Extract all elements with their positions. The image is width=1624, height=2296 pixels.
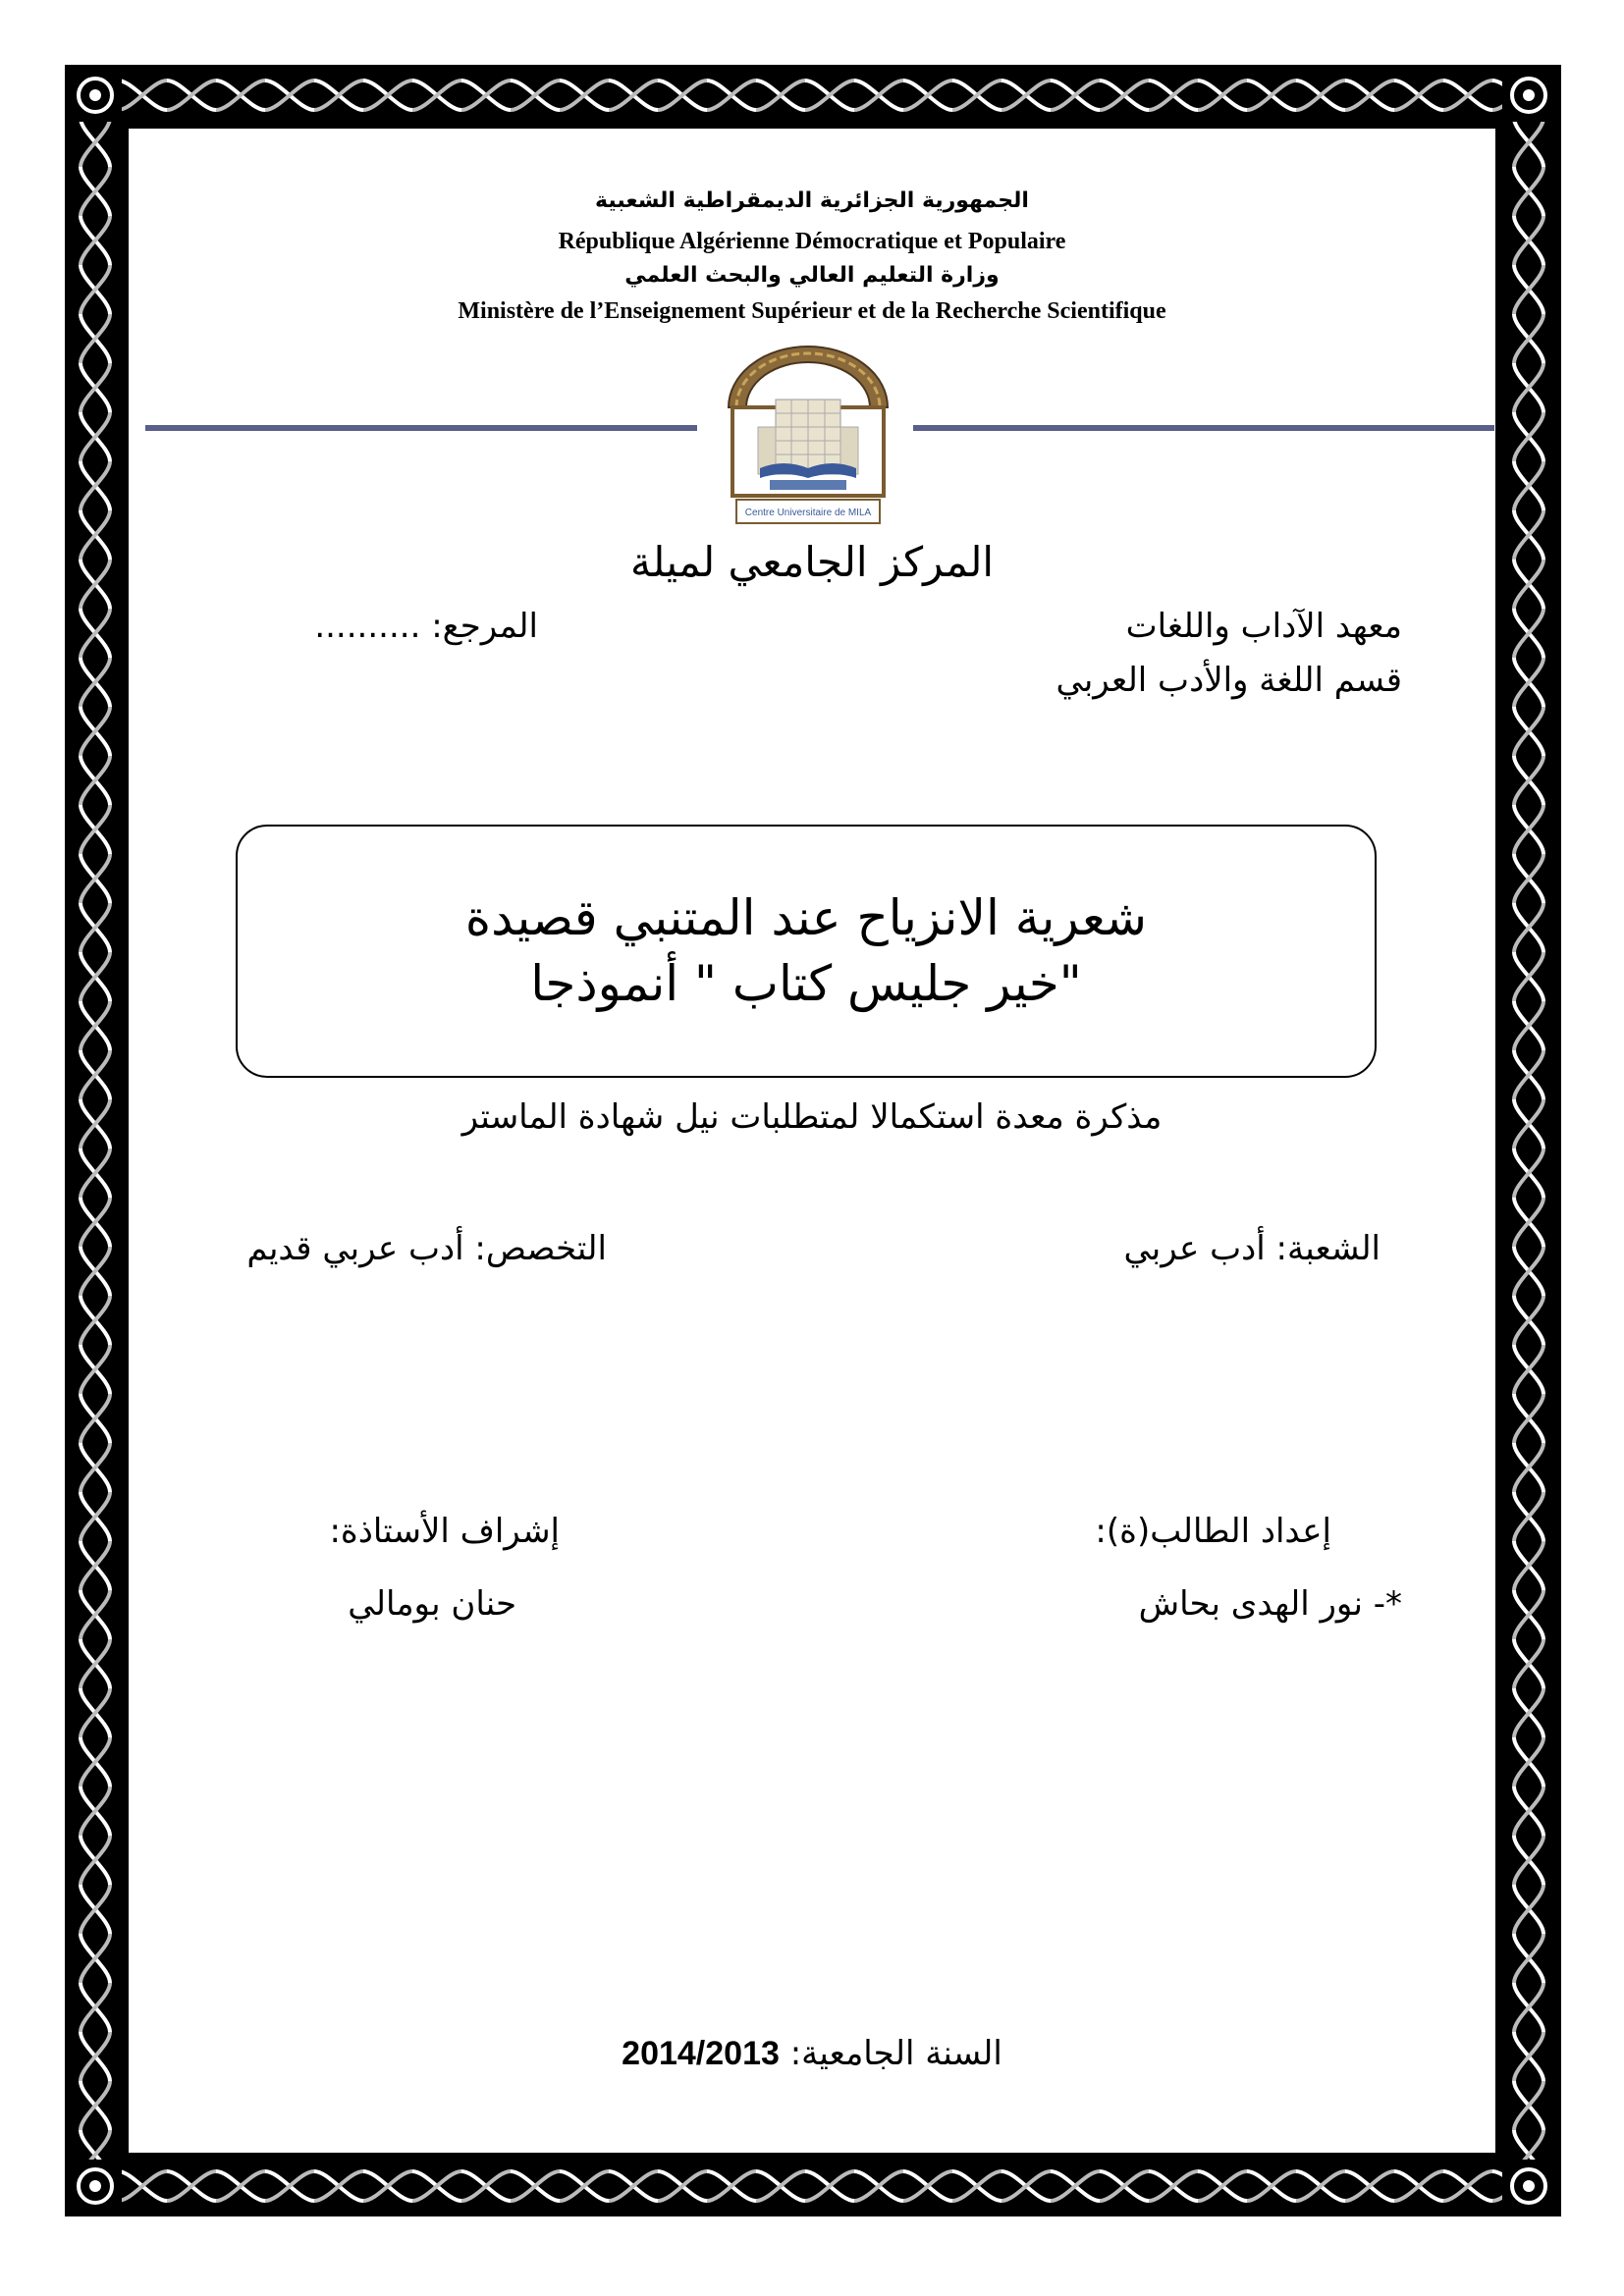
department-name: قسم اللغة والأدب العربي <box>1056 661 1402 700</box>
institute-name: معهد الآداب واللغات <box>1125 607 1402 646</box>
border-band-left <box>71 118 120 2169</box>
republic-french: République Algérienne Démocratique et Populaire <box>558 229 1066 254</box>
corner-ornament-icon <box>69 2160 122 2213</box>
university-logo <box>721 339 895 527</box>
specialty-field: التخصص: أدب عربي قديم <box>246 1229 607 1268</box>
header-rule-right <box>913 425 1494 431</box>
supervisor-name: حنان بومالي <box>348 1584 516 1624</box>
ministry-french: Ministère de l’Enseignement Supérieur et de la Recherche Scientifique <box>458 298 1166 324</box>
corner-ornament-icon <box>1502 69 1555 122</box>
header-rule-left <box>145 425 697 431</box>
reference-field: المرجع: .......... <box>314 607 538 646</box>
supervisor-label: إشراف الأستاذة: <box>329 1512 560 1551</box>
border-band-top <box>118 71 1506 120</box>
border-band-right <box>1504 118 1553 2169</box>
student-label: إعداد الطالب(ة): <box>1095 1512 1331 1551</box>
branch-field: الشعبة: أدب عربي <box>1123 1229 1380 1268</box>
corner-ornament-icon <box>69 69 122 122</box>
thesis-title-line-1: شعرية الانزياح عند المتنبي قصيدة <box>464 888 1148 946</box>
ministry-arabic: وزارة التعليم العالي والبحث العلمي <box>624 263 1000 288</box>
institution-name: المركز الجامعي لميلة <box>629 538 995 586</box>
logo-caption: Centre Universitaire de MILA <box>744 507 872 518</box>
thesis-title-box <box>236 825 1377 1078</box>
thesis-title-line-2: "خير جليس كتاب " أنموذجا <box>530 955 1082 1012</box>
republic-arabic: الجمهورية الجزائرية الديمقراطية الشعبية <box>595 188 1029 213</box>
corner-ornament-icon <box>1502 2160 1555 2213</box>
academic-year <box>0 2034 1624 2073</box>
academic-year-label: السنة الجامعية: <box>789 2034 1002 2073</box>
student-name: *- نور الهدى بحاش <box>1138 1584 1402 1624</box>
border-band-bottom <box>118 2162 1506 2211</box>
thesis-subtitle: مذكرة معدة استكمالا لمتطلبات نيل شهادة الماستر <box>461 1097 1163 1137</box>
academic-year-value: 2014/2013 <box>622 2035 780 2072</box>
